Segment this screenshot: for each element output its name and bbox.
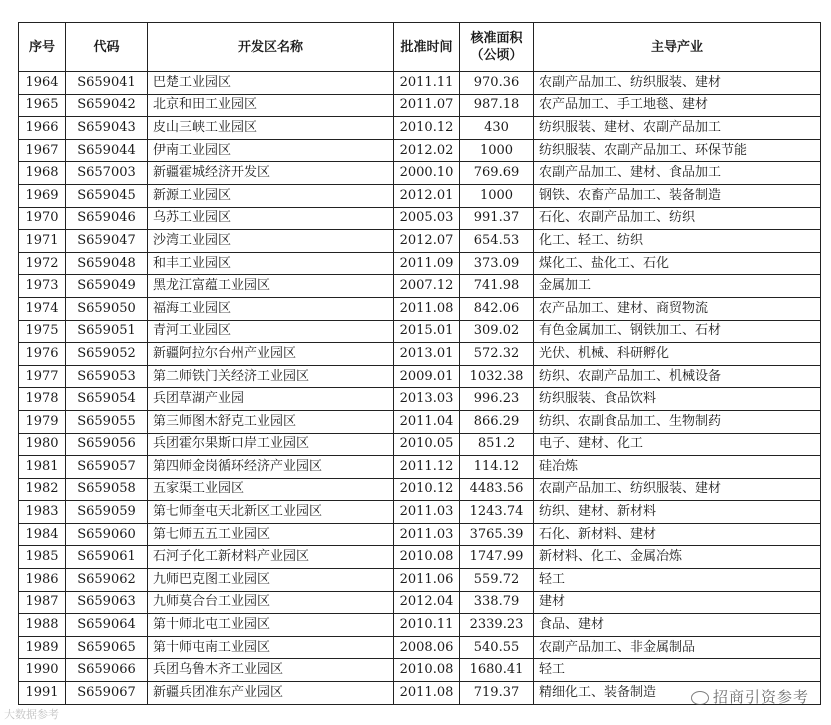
cell-seq: 1986 [19,569,66,592]
cell-approved-area: 987.18 [460,94,534,117]
table-row [19,117,821,140]
table-row [19,636,821,659]
cell-zone-name: 巴楚工业园区 [148,72,394,95]
cell-approved-area: 559.72 [460,569,534,592]
cell-seq: 1984 [19,523,66,546]
cell-zone-name: 福海工业园区 [148,297,394,320]
watermark-right-text: 招商引资参考 [712,688,809,706]
cell-approved-area: 996.23 [460,388,534,411]
cell-leading-industry: 纺织、农副食品加工、生物制药 [534,410,821,433]
cell-code: S659065 [66,636,148,659]
cell-code: S659045 [66,184,148,207]
cell-approved-area: 338.79 [460,591,534,614]
cell-approval-date: 2011.11 [394,72,460,95]
cell-approval-date: 2011.03 [394,523,460,546]
cell-approved-area: 851.2 [460,433,534,456]
table-row [19,139,821,162]
watermark-wechat [691,686,809,707]
cell-zone-name: 乌苏工业园区 [148,207,394,230]
cell-leading-industry: 纺织、农副产品加工、机械设备 [534,365,821,388]
cell-approval-date: 2012.04 [394,591,460,614]
cell-zone-name: 北京和田工业园区 [148,94,394,117]
cell-zone-name: 新疆兵团准东产业园区 [148,682,394,705]
header-approved-area: 核准面积 （公顷） [460,23,534,72]
table-row [19,365,821,388]
table-row [19,546,821,569]
cell-approved-area: 654.53 [460,230,534,253]
table-row [19,297,821,320]
cell-approval-date: 2010.08 [394,659,460,682]
cell-approval-date: 2011.04 [394,410,460,433]
table-row [19,252,821,275]
cell-zone-name: 兵团霍尔果斯口岸工业园区 [148,433,394,456]
cell-leading-industry: 金属加工 [534,275,821,298]
cell-approval-date: 2000.10 [394,162,460,185]
cell-approval-date: 2011.09 [394,252,460,275]
cell-seq: 1964 [19,72,66,95]
cell-leading-industry: 硅冶炼 [534,456,821,479]
cell-approved-area: 866.29 [460,410,534,433]
cell-zone-name: 和丰工业园区 [148,252,394,275]
wechat-icon [691,691,709,705]
table-row [19,184,821,207]
table-row [19,207,821,230]
cell-seq: 1987 [19,591,66,614]
cell-zone-name: 五家渠工业园区 [148,478,394,501]
cell-code: S659055 [66,410,148,433]
cell-seq: 1980 [19,433,66,456]
cell-approved-area: 4483.56 [460,478,534,501]
cell-zone-name: 伊南工业园区 [148,139,394,162]
cell-code: S659062 [66,569,148,592]
table-header-row [19,23,821,72]
table-row [19,614,821,637]
cell-approved-area: 741.98 [460,275,534,298]
cell-seq: 1973 [19,275,66,298]
cell-code: S659042 [66,94,148,117]
cell-approval-date: 2010.12 [394,478,460,501]
cell-seq: 1970 [19,207,66,230]
cell-leading-industry: 有色金属加工、钢铁加工、石材 [534,320,821,343]
cell-seq: 1988 [19,614,66,637]
cell-seq: 1983 [19,501,66,524]
cell-leading-industry: 食品、建材 [534,614,821,637]
cell-leading-industry: 农副产品加工、非金属制品 [534,636,821,659]
watermark-corner [4,706,59,722]
cell-zone-name: 兵团草湖产业园 [148,388,394,411]
cell-zone-name: 黑龙江富蕴工业园区 [148,275,394,298]
cell-zone-name: 皮山三峡工业园区 [148,117,394,140]
cell-seq: 1985 [19,546,66,569]
cell-approved-area: 572.32 [460,343,534,366]
cell-approved-area: 1747.99 [460,546,534,569]
cell-zone-name: 第二师铁门关经济工业园区 [148,365,394,388]
cell-leading-industry: 纺织服装、食品饮料 [534,388,821,411]
cell-zone-name: 第三师图木舒克工业园区 [148,410,394,433]
cell-leading-industry: 轻工 [534,569,821,592]
cell-seq: 1965 [19,94,66,117]
cell-zone-name: 兵团乌鲁木齐工业园区 [148,659,394,682]
cell-seq: 1979 [19,410,66,433]
cell-approval-date: 2015.01 [394,320,460,343]
cell-code: S659063 [66,591,148,614]
cell-leading-industry: 煤化工、盐化工、石化 [534,252,821,275]
cell-code: S659047 [66,230,148,253]
cell-approved-area: 1032.38 [460,365,534,388]
cell-approval-date: 2013.01 [394,343,460,366]
cell-code: S659064 [66,614,148,637]
cell-code: S659048 [66,252,148,275]
cell-code: S659056 [66,433,148,456]
cell-code: S659044 [66,139,148,162]
header-approval-date: 批准时间 [394,23,460,72]
cell-code: S659052 [66,343,148,366]
table-row [19,659,821,682]
cell-seq: 1975 [19,320,66,343]
cell-zone-name: 第四师金岗循环经济产业园区 [148,456,394,479]
cell-leading-industry: 农产品加工、手工地毯、建材 [534,94,821,117]
cell-leading-industry: 光伏、机械、科研孵化 [534,343,821,366]
cell-approved-area: 114.12 [460,456,534,479]
cell-zone-name: 九师莫合台工业园区 [148,591,394,614]
cell-zone-name: 新源工业园区 [148,184,394,207]
cell-seq: 1981 [19,456,66,479]
cell-approval-date: 2011.08 [394,682,460,705]
table-row [19,388,821,411]
cell-seq: 1978 [19,388,66,411]
cell-approved-area: 719.37 [460,682,534,705]
header-zone-name: 开发区名称 [148,23,394,72]
cell-seq: 1982 [19,478,66,501]
cell-seq: 1968 [19,162,66,185]
cell-seq: 1977 [19,365,66,388]
cell-code: S657003 [66,162,148,185]
cell-seq: 1990 [19,659,66,682]
cell-approved-area: 540.55 [460,636,534,659]
cell-approved-area: 1000 [460,184,534,207]
cell-code: S659057 [66,456,148,479]
cell-leading-industry: 电子、建材、化工 [534,433,821,456]
cell-approval-date: 2011.08 [394,297,460,320]
cell-zone-name: 新疆霍城经济开发区 [148,162,394,185]
table-row [19,94,821,117]
table-row [19,478,821,501]
cell-leading-industry: 纺织、建材、新材料 [534,501,821,524]
cell-approval-date: 2011.06 [394,569,460,592]
table-row [19,320,821,343]
cell-zone-name: 第七师奎屯天北新区工业园区 [148,501,394,524]
cell-zone-name: 第七师五五工业园区 [148,523,394,546]
cell-seq: 1969 [19,184,66,207]
cell-approved-area: 3765.39 [460,523,534,546]
cell-approval-date: 2012.02 [394,139,460,162]
development-zone-table [18,22,821,705]
cell-leading-industry: 精细化工、装备制造 [534,682,821,705]
cell-code: S659043 [66,117,148,140]
cell-code: S659066 [66,659,148,682]
cell-approval-date: 2013.03 [394,388,460,411]
cell-leading-industry: 建材 [534,591,821,614]
cell-code: S659067 [66,682,148,705]
table-row [19,343,821,366]
cell-leading-industry: 农副产品加工、纺织服装、建材 [534,72,821,95]
cell-approval-date: 2010.05 [394,433,460,456]
cell-leading-industry: 农产品加工、建材、商贸物流 [534,297,821,320]
cell-zone-name: 沙湾工业园区 [148,230,394,253]
cell-leading-industry: 石化、新材料、建材 [534,523,821,546]
cell-zone-name: 石河子化工新材料产业园区 [148,546,394,569]
cell-leading-industry: 新材料、化工、金属冶炼 [534,546,821,569]
cell-leading-industry: 轻工 [534,659,821,682]
cell-approved-area: 1680.41 [460,659,534,682]
cell-approved-area: 842.06 [460,297,534,320]
cell-approval-date: 2009.01 [394,365,460,388]
cell-code: S659050 [66,297,148,320]
table-row [19,501,821,524]
cell-approved-area: 1000 [460,139,534,162]
cell-approval-date: 2005.03 [394,207,460,230]
cell-seq: 1967 [19,139,66,162]
table-row [19,230,821,253]
cell-approval-date: 2011.03 [394,501,460,524]
cell-zone-name: 第十师北屯工业园区 [148,614,394,637]
cell-code: S659051 [66,320,148,343]
cell-leading-industry: 化工、轻工、纺织 [534,230,821,253]
table-row [19,569,821,592]
table-row [19,591,821,614]
cell-approval-date: 2011.07 [394,94,460,117]
table-body [19,72,821,705]
header-seq: 序号 [19,23,66,72]
cell-seq: 1991 [19,682,66,705]
cell-approval-date: 2007.12 [394,275,460,298]
cell-leading-industry: 石化、农副产品加工、纺织 [534,207,821,230]
watermark-left-text: 大数据参考 [4,708,59,721]
cell-seq: 1989 [19,636,66,659]
cell-leading-industry: 纺织服装、农副产品加工、环保节能 [534,139,821,162]
cell-approval-date: 2011.12 [394,456,460,479]
header-code: 代码 [66,23,148,72]
cell-approved-area: 430 [460,117,534,140]
cell-approved-area: 970.36 [460,72,534,95]
cell-leading-industry: 农副产品加工、建材、食品加工 [534,162,821,185]
cell-code: S659060 [66,523,148,546]
cell-code: S659059 [66,501,148,524]
table-row [19,275,821,298]
cell-leading-industry: 纺织服装、建材、农副产品加工 [534,117,821,140]
cell-code: S659049 [66,275,148,298]
cell-approved-area: 373.09 [460,252,534,275]
cell-code: S659046 [66,207,148,230]
cell-code: S659053 [66,365,148,388]
cell-approval-date: 2010.08 [394,546,460,569]
cell-code: S659058 [66,478,148,501]
cell-approved-area: 769.69 [460,162,534,185]
cell-approval-date: 2008.06 [394,636,460,659]
table-row [19,456,821,479]
cell-seq: 1976 [19,343,66,366]
cell-approval-date: 2012.01 [394,184,460,207]
cell-zone-name: 新疆阿拉尔台州产业园区 [148,343,394,366]
cell-approved-area: 2339.23 [460,614,534,637]
cell-seq: 1974 [19,297,66,320]
cell-seq: 1971 [19,230,66,253]
cell-approved-area: 991.37 [460,207,534,230]
table-row [19,433,821,456]
cell-leading-industry: 农副产品加工、纺织服装、建材 [534,478,821,501]
cell-zone-name: 第十师屯南工业园区 [148,636,394,659]
cell-zone-name: 青河工业园区 [148,320,394,343]
cell-seq: 1972 [19,252,66,275]
cell-approved-area: 309.02 [460,320,534,343]
cell-seq: 1966 [19,117,66,140]
cell-code: S659054 [66,388,148,411]
table-row [19,72,821,95]
cell-approval-date: 2012.07 [394,230,460,253]
cell-approval-date: 2010.12 [394,117,460,140]
cell-approved-area: 1243.74 [460,501,534,524]
cell-code: S659041 [66,72,148,95]
cell-code: S659061 [66,546,148,569]
header-leading-industry: 主导产业 [534,23,821,72]
cell-zone-name: 九师巴克图工业园区 [148,569,394,592]
table-row [19,162,821,185]
cell-leading-industry: 钢铁、农畜产品加工、装备制造 [534,184,821,207]
table-row [19,410,821,433]
table-row [19,523,821,546]
cell-approval-date: 2010.11 [394,614,460,637]
